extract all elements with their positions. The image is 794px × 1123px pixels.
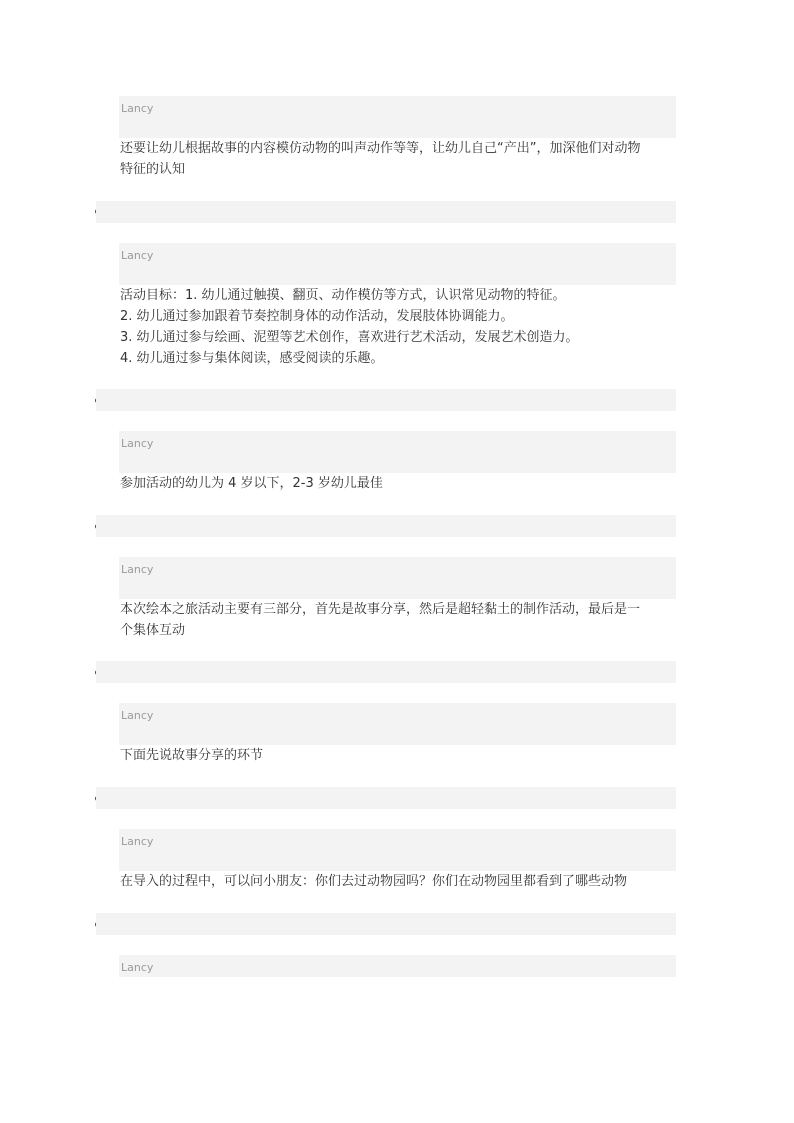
author-name: Lancy (121, 709, 154, 722)
author-box (119, 96, 676, 138)
separator-bar (96, 787, 676, 809)
author-name: Lancy (121, 437, 154, 450)
author-box (119, 955, 676, 977)
text-line: 3. 幼儿通过参与绘画、泥塑等艺术创作，喜欢进行艺术活动，发展艺术创造力。 (120, 330, 579, 345)
post-text (120, 473, 680, 494)
post-text (120, 745, 680, 766)
separator-bar (96, 201, 676, 223)
post-text (120, 599, 680, 641)
text-line: 还要让幼儿根据故事的内容模仿动物的叫声动作等等，让幼儿自己“产出”，加深他们对动物 (120, 141, 641, 156)
separator-bar (96, 389, 676, 411)
author-name: Lancy (121, 961, 154, 974)
separator-bar (96, 913, 676, 935)
text-line: 在导入的过程中，可以问小朋友：你们去过动物园吗？你们在动物园里都看到了哪些动物 (120, 874, 628, 889)
author-name: Lancy (121, 835, 154, 848)
text-line: 下面先说故事分享的环节 (120, 748, 264, 763)
text-line: 特征的认知 (120, 162, 186, 177)
text-line: 活动目标：1. 幼儿通过触摸、翻页、动作模仿等方式，认识常见动物的特征。 (120, 288, 566, 303)
text-line: 本次绘本之旅活动主要有三部分，首先是故事分享，然后是超轻黏土的制作活动，最后是一 (120, 602, 641, 617)
author-box (119, 557, 676, 599)
text-line: 个集体互动 (120, 623, 186, 638)
author-box (119, 431, 676, 473)
author-box (119, 703, 676, 745)
author-box (119, 243, 676, 285)
author-name: Lancy (121, 102, 154, 115)
separator-bar (96, 515, 676, 537)
text-line: 参加活动的幼儿为 4 岁以下，2-3 岁幼儿最佳 (120, 476, 383, 491)
author-name: Lancy (121, 563, 154, 576)
text-line: 2. 幼儿通过参加跟着节奏控制身体的动作活动，发展肢体协调能力。 (120, 309, 514, 324)
post-text (120, 138, 680, 180)
author-name: Lancy (121, 249, 154, 262)
post-text (120, 285, 680, 369)
separator-bar (96, 661, 676, 683)
text-line: 4. 幼儿通过参与集体阅读，感受阅读的乐趣。 (120, 351, 384, 366)
author-box (119, 829, 676, 871)
post-text (120, 871, 680, 892)
